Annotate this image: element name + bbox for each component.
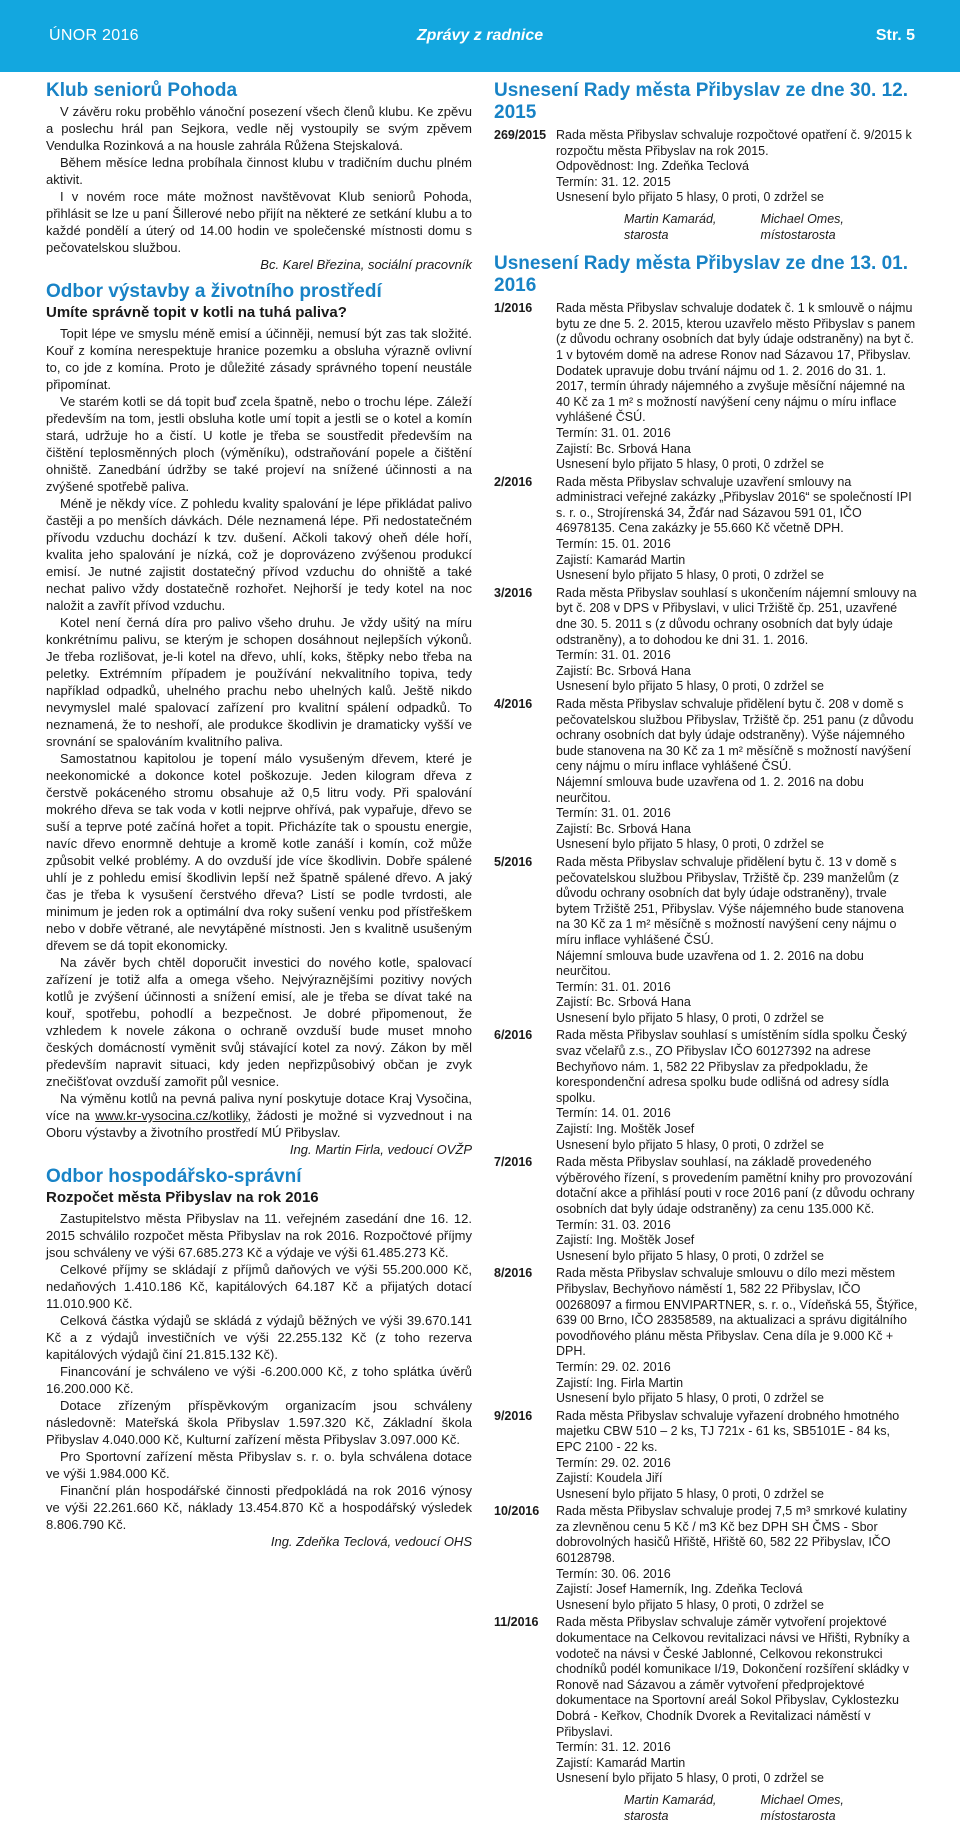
resolution-body bbox=[556, 128, 918, 206]
seniors-paragraph: Během měsíce ledna probíhala činnost klubu v tradičním duchu plném aktivit. bbox=[46, 155, 472, 187]
resolution-line: Zajistí: Kamarád Martin bbox=[556, 1755, 686, 1770]
resolution-line: Termín: 31. 03. 2016 bbox=[556, 1217, 671, 1232]
council-resolutions-2016 bbox=[494, 253, 918, 1834]
resolution-number: 1/2016 bbox=[494, 301, 533, 316]
environment-signature: Ing. Martin Firla, vedoucí OVŽP bbox=[289, 1142, 472, 1157]
resolution-line: Usnesení bylo přijato 5 hlasy, 0 proti, 0 zdržel se bbox=[556, 457, 824, 472]
resolution-body bbox=[556, 1155, 918, 1264]
resolution-line: Zajistí: Koudela Jiří bbox=[556, 1471, 663, 1486]
environment-heading: Odbor výstavby a životního prostředí bbox=[46, 281, 382, 302]
resolution-body bbox=[556, 855, 918, 1027]
resolution-body bbox=[556, 1266, 918, 1406]
resolution-item bbox=[494, 1266, 918, 1406]
resolution-item bbox=[494, 1409, 918, 1503]
economics-paragraph: Celková částka výdajů se skládá z výdajů běžných ve výši 39.670.141 Kč a z výdajů investičních ve výši 22.255.132 Kč (z toho rezerva kapitálových výdajů činí 21.815.132 Kč). bbox=[46, 1313, 472, 1362]
resolution-number: 7/2016 bbox=[494, 1155, 533, 1170]
resolution-line: Usnesení bylo přijato 5 hlasy, 0 proti, 0 zdržel se bbox=[556, 1597, 824, 1612]
mayor-signature: Martin Kamarád, starosta bbox=[624, 1792, 717, 1823]
seniors-paragraph: V závěru roku proběhlo vánoční posezení všech členů klubu. Ke zpěvu a poslechu hrál pan Sejkora, vedle něj vystoupily se svým zpěvem Vendulka Rozinková a na housle zahrála Růžena Stejskalová. bbox=[46, 104, 472, 153]
environment-paragraph: Ve starém kotli se dá topit buď zcela špatně, nebo o trochu lépe. Záleží především na tom, jestli obsluha kotle umí topit a jestli se o kotel a komín stará, udržuje ho a čistí. U kotle je třeba se soustředit především na čištění teplosměnných ploch (výměníku), odstraňování popele a čištění ohniště. Zanedbání údržby se také projeví na snížené účinnosti a na zvýšené spotřebě paliva. bbox=[46, 394, 472, 494]
environment-subheading: Umíte správně topit v kotli na tuhá paliva? bbox=[46, 304, 347, 321]
economics-paragraph: Zastupitelstvo města Přibyslav na 11. veřejném zasedání dne 16. 12. 2015 schválilo rozpočet města Přibyslav na rok 2016. Rozpočtové příjmy jsou schváleny ve výši 67.685.273 Kč a výdaje ve výši 61.485.273 Kč. bbox=[46, 1211, 472, 1260]
resolution-line: Rada města Přibyslav schvaluje rozpočtové opatření č. 9/2015 k rozpočtu města Přibyslav na rok 2015. bbox=[556, 128, 912, 158]
resolution-line: Rada města Přibyslav souhlasí, na základě provedeného výběrového řízení, s provedením pamětní knihy pro provozování dotační akce a přihlásí pouti v roce 2016 paní (z důvodu ochrany osobních dat byly údaje odstraněny) za cenu 135.000 Kč. bbox=[556, 1155, 915, 1216]
resolution-line: Zajistí: Bc. Srbová Hana bbox=[556, 663, 691, 678]
economics-subheading: Rozpočet města Přibyslav na rok 2016 bbox=[46, 1189, 319, 1206]
resolution-item bbox=[494, 1155, 918, 1264]
environment-paragraph: Méně je někdy více. Z pohledu kvality spalování je lépe přikládat palivo častěji a po menších dávkách. Déle neznamená lépe. Při nedostatečném přívodu vzduchu dochází k tzv. dušení. Ačkoli takový oheň déle hoří, kvalita jeho spalování je nízká, což je doprovázeno zvýšenou produkcí emisí. Je nutné zajistit dostatečný přívod vzduchu do ohniště a také nechat palivo vždy dostatečně rozhořet. Nejhorší je tedy kotel na noc naložit a zavřít přívod vzduchu. bbox=[46, 496, 472, 613]
resolution-number: 9/2016 bbox=[494, 1408, 533, 1423]
resolution-item bbox=[494, 128, 918, 206]
resolution-body bbox=[556, 475, 918, 584]
resolution-list bbox=[494, 301, 918, 1787]
page-number: Str. 5 bbox=[875, 27, 915, 44]
resolution-item bbox=[494, 1615, 918, 1787]
council-resolutions-2015 bbox=[494, 80, 918, 253]
resolutions-heading: Usnesení Rady města Přibyslav ze dne 13. 01. 2016 bbox=[494, 253, 908, 297]
resolution-line: Zajistí: Ing. Firla Martin bbox=[556, 1375, 684, 1390]
resolution-body bbox=[556, 301, 918, 473]
resolution-line: Zajistí: Bc. Srbová Hana bbox=[556, 441, 691, 456]
resolutions-heading: Usnesení Rady města Přibyslav ze dne 30. 12. 2015 bbox=[494, 80, 908, 123]
economics-paragraph: Finanční plán hospodářské činnosti předpokládá na rok 2016 výnosy ve výši 22.261.660 Kč, náklady 13.454.870 Kč a hospodářský výsledek 8.806.790 Kč. bbox=[46, 1483, 472, 1532]
economics-paragraph: Dotace zřízeným příspěvkovým organizacím jsou schváleny následovně: Mateřská škola Přibyslav 1.597.320 Kč, Základní škola Přibyslav 4.040.000 Kč, Kulturní zařízení města Přibyslav 3.097.000 Kč. bbox=[46, 1398, 472, 1447]
resolution-line: Nájemní smlouva bude uzavřena od 1. 2. 2016 na dobu neurčitou. bbox=[556, 774, 864, 805]
resolution-number: 10/2016 bbox=[494, 1504, 540, 1519]
resolution-line: Nájemní smlouva bude uzavřena od 1. 2. 2016 na dobu neurčitou. bbox=[556, 948, 864, 979]
environment-paragraph bbox=[46, 1090, 472, 1141]
resolution-line: Rada města Přibyslav schvaluje vyřazení drobného hmotného majetku CBW 510 – 2 ks, TJ 721x - 61 ks, SB5101E - 84 ks, EPC 2100 - 22 ks. bbox=[556, 1408, 900, 1454]
seniors-article bbox=[46, 80, 472, 273]
resolution-line: Termín: 31. 01. 2016 bbox=[556, 979, 671, 994]
publication-title: Zprávy z radnice bbox=[416, 27, 544, 44]
environment-paragraph: Kotel není černá díra pro palivo všeho druhu. Je vždy ušitý na míru konkrétnímu palivu, se kterým je schopen dosáhnout nejlepších výkonů. Je třeba rozlišovat, je-li kotel na dřevo, uhlí, koks, štěpky nebo třeba na peletky. Extrémním případem je používání nekvalitního topiva, tedy například odpadků, uhelného prachu nebo uhelných kalů. Ještě nikdo nevymyslel malé spalovací zařízení pro kvalitní spálení odpadků. To neznamená, že to neshoří, ale produkce škodlivin je dramaticky vyšší ve srovnání se spalováním kvalitního paliva. bbox=[46, 615, 472, 749]
seniors-paragraph: I v novém roce máte možnost navštěvovat Klub seniorů Pohoda, přihlásit se lze u paní Šillerové nebo přijít na některé ze setkání klubu a to každé pondělí a úterý od 14.00 hodin ve společenské místnosti domu s pečovatelskou službou. bbox=[46, 189, 472, 255]
resolution-line: Zajistí: Kamarád Martin bbox=[556, 552, 686, 567]
resolution-line: Termín: 31. 12. 2016 bbox=[556, 1740, 671, 1755]
resolution-number: 11/2016 bbox=[494, 1615, 539, 1630]
resolution-line: Termín: 29. 02. 2016 bbox=[556, 1455, 671, 1470]
resolution-item bbox=[494, 586, 918, 695]
resolution-line: Termín: 15. 01. 2016 bbox=[556, 537, 671, 552]
resolution-item bbox=[494, 1028, 918, 1153]
resolution-line: Rada města Přibyslav souhlasí s umístěním sídla spolku Český svaz včelařů z.s., ZO Přibyslav IČO 60127392 na adrese Bechyňovo nám. 1, 582 22 Přibyslav za předpokladu, že korespondenční adresa spolku bude odlišná od adresy sídla spolku. bbox=[556, 1028, 907, 1105]
subsidy-text: , žádosti je možné si vyzvednout i na Oboru výstavby a životního prostředí MÚ Přibyslav. bbox=[46, 1108, 472, 1140]
resolution-line: Usnesení bylo přijato 5 hlasy, 0 proti, 0 zdržel se bbox=[556, 837, 824, 852]
resolution-line: Termín: 31. 01. 2016 bbox=[556, 806, 671, 821]
resolution-number: 4/2016 bbox=[494, 697, 533, 711]
resolution-line: Zajistí: Ing. Moštěk Josef bbox=[556, 1233, 695, 1248]
resolution-item bbox=[494, 855, 918, 1027]
resolution-number: 5/2016 bbox=[494, 854, 533, 869]
economics-paragraph: Pro Sportovní zařízení města Přibyslav s. r. o. byla schválena dotace ve výši 1.984.000 Kč. bbox=[46, 1449, 472, 1481]
resolution-line: Zajistí: Bc. Srbová Hana bbox=[556, 821, 691, 836]
deputy-signature: Michael Omes, místostarosta bbox=[760, 211, 844, 242]
resolution-line: Odpovědnost: Ing. Zdeňka Teclová bbox=[556, 159, 749, 174]
resolution-line: Usnesení bylo přijato 5 hlasy, 0 proti, 0 zdržel se bbox=[556, 1486, 824, 1501]
right-column bbox=[494, 80, 918, 1834]
economics-heading: Odbor hospodářsko-správní bbox=[46, 1166, 302, 1187]
resolution-item bbox=[494, 475, 918, 584]
resolution-number: 3/2016 bbox=[494, 585, 533, 600]
resolution-number: 269/2015 bbox=[494, 128, 547, 142]
environment-article bbox=[46, 281, 472, 1158]
resolution-body bbox=[556, 1615, 918, 1787]
resolution-line: Rada města Přibyslav souhlasí s ukončením nájemní smlouvy na byt č. 208 v DPS v Přibyslavi, v ulici Tržiště čp. 251, uzavřené dne 30. 5. 2011 s (z důvodu ochrany osobních dat byly údaje odstraněny), a to dohodou ke dni 31. 1. 2016. bbox=[556, 585, 917, 647]
resolution-line: Usnesení bylo přijato 5 hlasy, 0 proti, 0 zdržel se bbox=[556, 568, 824, 583]
economics-paragraph: Financování je schváleno ve výši -6.200.000 Kč, z toho splátka úvěrů 16.200.000 Kč. bbox=[46, 1364, 472, 1396]
resolution-line: Usnesení bylo přijato 5 hlasy, 0 proti, 0 zdržel se bbox=[556, 1248, 824, 1263]
resolution-line: Rada města Přibyslav schvaluje smlouvu o dílo mezi městem Přibyslav, Bechyňovo náměstí 1, 582 22 Přibyslav, IČO 00268097 a firmou ENVIPARTNER, s. r. o., Vídeňská 55, Štýřice, 639 00 Brno, IČO 28358589, na aktualizaci a správu digitálního povodňového plánu města Přibyslav. Cena díla je 9.000 Kč + DPH. bbox=[556, 1266, 918, 1359]
resolution-signatures bbox=[494, 208, 918, 253]
resolution-body bbox=[556, 586, 918, 695]
resolution-line: Zajistí: Bc. Srbová Hana bbox=[556, 995, 691, 1010]
resolution-body bbox=[556, 1504, 918, 1613]
resolution-line: Rada města Přibyslav schvaluje uzavření smlouvy na administraci veřejné zakázky „Přibyslav 2016“ se společností IPI s. r. o., Strojírenská 34, Žďár nad Sázavou 591 01, IČO 46978135. Cena zakázky je 55.660 Kč včetně DPH. bbox=[556, 474, 912, 536]
resolution-line: Rada města Přibyslav schvaluje záměr vytvoření projektové dokumentace na Celkovou revitalizaci návsi ve Hřišti, Rybníky a vodoteč na návsi v České Jablonné, Celkovou rekonstrukci chodníků podél komunikace I/19, Dokončení rozšíření skládky v Ronově nad Sázavou a záměr vytvoření předprojektové dokumentace na Sportovní areál Sokol Přibyslav, Cyklostezku Dobrá - Keřkov, Chodník Dvorek a Revitalizaci náměstí v Přibyslavi. bbox=[556, 1615, 910, 1739]
resolution-line: Usnesení bylo přijato 5 hlasy, 0 proti, 0 zdržel se bbox=[556, 679, 824, 694]
environment-paragraph: Topit lépe ve smyslu méně emisí a účinněji, nemusí být zas tak složité. Kouř z komína nerespektuje hranice pozemku a obsluha výrazně ovlivní to, co jde z komína. Proto je důležité zásady správného topení neustále připomínat. bbox=[46, 326, 472, 392]
resolution-body bbox=[556, 1028, 918, 1153]
resolution-number: 6/2016 bbox=[494, 1028, 533, 1043]
resolution-list bbox=[494, 128, 918, 206]
resolution-line: Termín: 31. 01. 2016 bbox=[556, 648, 671, 663]
resolution-line: Usnesení bylo přijato 5 hlasy, 0 proti, 0 zdržel se bbox=[556, 1771, 824, 1786]
resolution-line: Usnesení bylo přijato 5 hlasy, 0 proti, 0 zdržel se bbox=[556, 190, 824, 205]
seniors-heading: Klub seniorů Pohoda bbox=[46, 80, 238, 101]
resolution-line: Rada města Přibyslav schvaluje přidělení bytu č. 208 v domě s pečovatelskou službou Přibyslav, Tržiště čp. 251 panu (z důvodu ochrany osobních dat byly údaje odstraněny). Výše nájemného bude stanovena na 30 Kč za 1 m² měsíčně s možností navýšení ceny nájmu o míru inflace vyhlášené ČSÚ. bbox=[556, 697, 914, 774]
mayor-signature: Martin Kamarád, starosta bbox=[624, 211, 717, 242]
economics-paragraph: Celkové příjmy se skládají z příjmů daňových ve výši 55.200.000 Kč, nedaňových 1.410.186 Kč, kapitálových 64.187 Kč a přijatých dotací 11.010.900 Kč. bbox=[46, 1262, 472, 1311]
resolution-item bbox=[494, 697, 918, 853]
resolution-body bbox=[556, 1409, 918, 1503]
resolution-line: Rada města Přibyslav schvaluje prodej 7,5 m³ smrkové kulatiny za zlevněnou cenu 5 Kč / m3 Kč bez DPH SH ČMS - Sbor dobrovolných hasičů Hřiště, Hřiště 60, 582 22 Přibyslav, IČO 60128798. bbox=[556, 1504, 907, 1566]
issue-date: ÚNOR 2016 bbox=[49, 27, 139, 44]
economics-article bbox=[46, 1166, 472, 1550]
subsidy-text: Na výměnu kotlů na pevná paliva nyní poskytuje dotace Kraj Vysočina, více na bbox=[46, 1091, 472, 1123]
resolution-number: 8/2016 bbox=[494, 1266, 533, 1281]
resolution-line: Zajistí: Ing. Moštěk Josef bbox=[556, 1122, 695, 1137]
resolution-line: Termín: 14. 01. 2016 bbox=[556, 1106, 671, 1121]
resolution-item bbox=[494, 301, 918, 473]
resolution-line: Termín: 31. 01. 2016 bbox=[556, 425, 671, 440]
resolution-number: 2/2016 bbox=[494, 474, 533, 489]
resolution-line: Termín: 31. 12. 2015 bbox=[556, 174, 671, 189]
environment-paragraph: Samostatnou kapitolou je topení málo vysušeným dřevem, které je neekonomické a dokonce kotel poškozuje. Jeden kilogram dřeva z čerstvě pokáceného stromu obsahuje až 0,5 litru vody. Při spalování mokrého dřeva se tak voda v kotli nejprve ohřívá, pak vypařuje, dřevo se suší a teprve poté začíná hořet a topit. Přicházíte tak o spoustu energie, navíc dřevo enormně dehtuje a kromě kotle zanáší i komín, což může způsobit velké problémy. A do ovzduší jde více škodlivin. Dobře spálené uhlí je z pohledu emisí škodlivin lepší než špatně spálené dřevo. A jaký čas je třeba k vysušení čerstvého dřeva? Listí se podle tvrdosti, ale minimum je jeden rok a optimální dva roky sušení venku pod přístřeškem nebo v dobře větrané, ale nevytápěné místnosti. Jen s kvalitně usušeným dřevem se dá topit ekonomicky. bbox=[46, 751, 472, 953]
economics-signature: Ing. Zdeňka Teclová, vedoucí OHS bbox=[270, 1534, 472, 1549]
resolution-body bbox=[556, 697, 918, 853]
resolution-item bbox=[494, 1504, 918, 1613]
environment-paragraph: Na závěr bych chtěl doporučit investici do nového kotle, spalovací zařízení je totiž alfa a omega všeho. Nejvýraznějšími pozitivy nových kotlů je zvýšení účinnosti a snížení emisí, ale je třeba se dívat také na kouř, spotřebu, pohodlí a bezpečnost. Je dobré připomenout, že vzhledem k novele zákona o ochraně ovzduší bude muset mnoho českých domácností vyměnit svůj stávající kotel za nový. Zákon by měl především napravit situaci, kdy jeden nepřizpůsobivý občan je zvyk znečišťovat ovzduší zamořit půl vesnice. bbox=[46, 955, 472, 1089]
kr-vysocina-link[interactable]: www.kr-vysocina.cz/kotliky bbox=[95, 1108, 248, 1123]
resolution-line: Usnesení bylo přijato 5 hlasy, 0 proti, 0 zdržel se bbox=[556, 1137, 824, 1152]
resolution-line: Usnesení bylo přijato 5 hlasy, 0 proti, 0 zdržel se bbox=[556, 1010, 824, 1025]
page-header bbox=[0, 0, 960, 72]
seniors-signature: Bc. Karel Březina, sociální pracovník bbox=[260, 257, 472, 272]
resolution-line: Usnesení bylo přijato 5 hlasy, 0 proti, 0 zdržel se bbox=[556, 1391, 824, 1406]
resolution-line: Zajistí: Josef Hamerník, Ing. Zdeňka Teclová bbox=[556, 1582, 803, 1597]
deputy-signature: Michael Omes, místostarosta bbox=[760, 1792, 844, 1823]
resolution-line: Rada města Přibyslav schvaluje přidělení bytu č. 13 v domě s pečovatelskou službou Přibyslav, Tržiště čp. 239 manželům (z důvodu ochrany osobních dat byly údaje odstraněny), trvale bytem Tržiště 251, Přibyslav. Výše nájemného bude stanovena na 30 Kč za 1 m² měsíčně s možností navýšení ceny nájmu o míru inflace vyhlášené ČSÚ. bbox=[556, 854, 904, 947]
left-column bbox=[46, 80, 472, 1558]
resolution-signatures bbox=[494, 1789, 918, 1834]
resolution-line: Rada města Přibyslav schvaluje dodatek č. 1 k smlouvě o nájmu bytu ze dne 5. 2. 2015, kterou uzavřelo město Přibyslav s panem (z důvodu ochrany osobních dat byly údaje odstraněny) na byt č. 1 v bytovém domě na adrese Ronov nad Sázavou 17, Přibyslav. Dodatek upravuje dobu trvání nájmu od 1. 2. 2016 do 31. 1. 2017, termín úhrady nájemného a zvyšuje měsíční nájemné na 40 Kč za 1 m² s možností navýšení ceny nájmu o míru inflace vyhlášené ČSÚ. bbox=[556, 301, 916, 425]
resolution-line: Termín: 30. 06. 2016 bbox=[556, 1566, 671, 1581]
resolution-line: Termín: 29. 02. 2016 bbox=[556, 1359, 671, 1374]
